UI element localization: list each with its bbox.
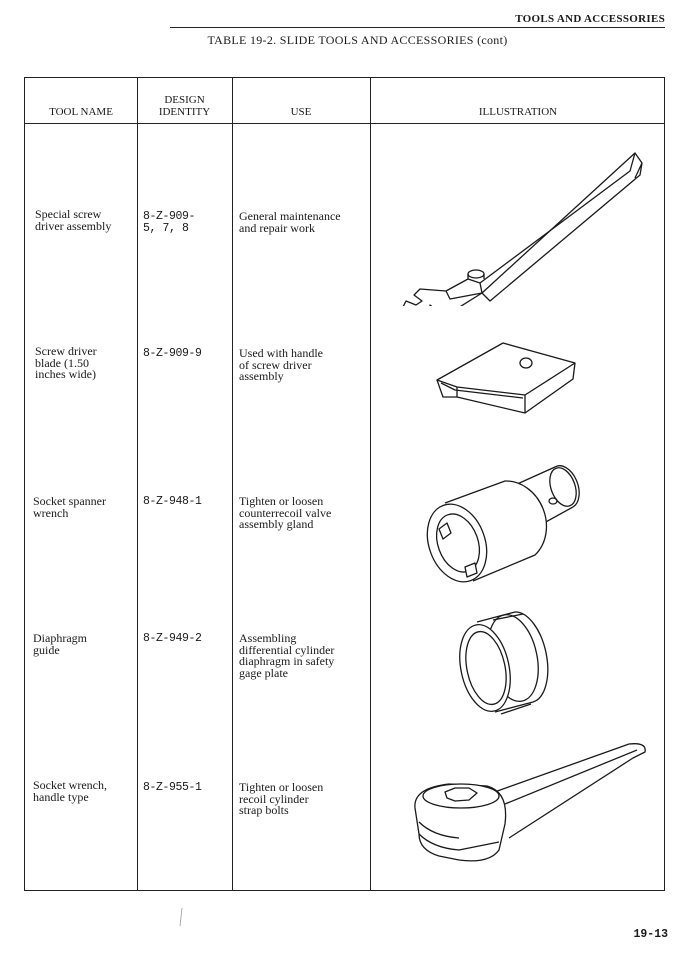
- column-header-label: TOOL NAME: [49, 106, 113, 118]
- column-header-label: IDENTITY: [158, 106, 211, 118]
- column-header-label: DESIGN: [164, 94, 205, 106]
- diaphragm-guide-drawing: [455, 608, 555, 723]
- socket-spanner-wrench-drawing: [425, 463, 590, 588]
- design-identity-cell: 8-Z-955-1: [143, 781, 202, 794]
- column-divider: [137, 78, 138, 890]
- design-identity-cell: 8-Z-949-2: [143, 632, 202, 645]
- design-identity-cell: 8-Z-909- 5, 7, 8: [143, 210, 196, 235]
- design-identity-cell: 8-Z-909-9: [143, 347, 202, 360]
- header-rule: [170, 27, 665, 28]
- tool-name-cell: Special screw driver assembly: [35, 207, 112, 233]
- table-title: TABLE 19-2. SLIDE TOOLS AND ACCESSORIES (cont): [207, 33, 508, 47]
- tool-name-cell: Diaphragm guide: [33, 631, 87, 657]
- column-header-tool-name: [25, 78, 137, 123]
- column-header-label: ILLUSTRATION: [478, 106, 558, 118]
- column-header-illustration: [370, 78, 666, 123]
- tool-name-cell: Socket spanner wrench: [33, 494, 106, 520]
- screwdriver-blade-drawing: [433, 335, 583, 420]
- use-cell: Assembling differential cylinder diaphragm in safety gage plate: [239, 631, 335, 680]
- use-cell: Used with handle of screw driver assembly: [239, 346, 323, 383]
- running-head: TOOLS AND ACCESSORIES: [515, 13, 665, 25]
- use-cell: General maintenance and repair work: [239, 209, 341, 235]
- use-cell: Tighten or loosen counterrecoil valve assembly gland: [239, 494, 332, 531]
- page-number: 19-13: [633, 928, 668, 941]
- tool-name-cell: Socket wrench, handle type: [33, 778, 107, 804]
- column-header-design-identity: [137, 78, 232, 123]
- stray-mark: [178, 907, 184, 927]
- use-cell: Tighten or loosen recoil cylinder strap bolts: [239, 780, 324, 817]
- column-divider: [370, 78, 371, 890]
- tools-table: [24, 77, 665, 891]
- column-header-use: [232, 78, 370, 123]
- socket-wrench-handle-drawing: [409, 738, 659, 868]
- design-identity-cell: 8-Z-948-1: [143, 495, 202, 508]
- header-divider: [25, 123, 664, 124]
- column-divider: [232, 78, 233, 890]
- column-header-label: USE: [290, 106, 312, 118]
- special-screwdriver-assembly-drawing: [390, 141, 650, 306]
- tool-name-cell: Screw driver blade (1.50 inches wide): [35, 344, 97, 381]
